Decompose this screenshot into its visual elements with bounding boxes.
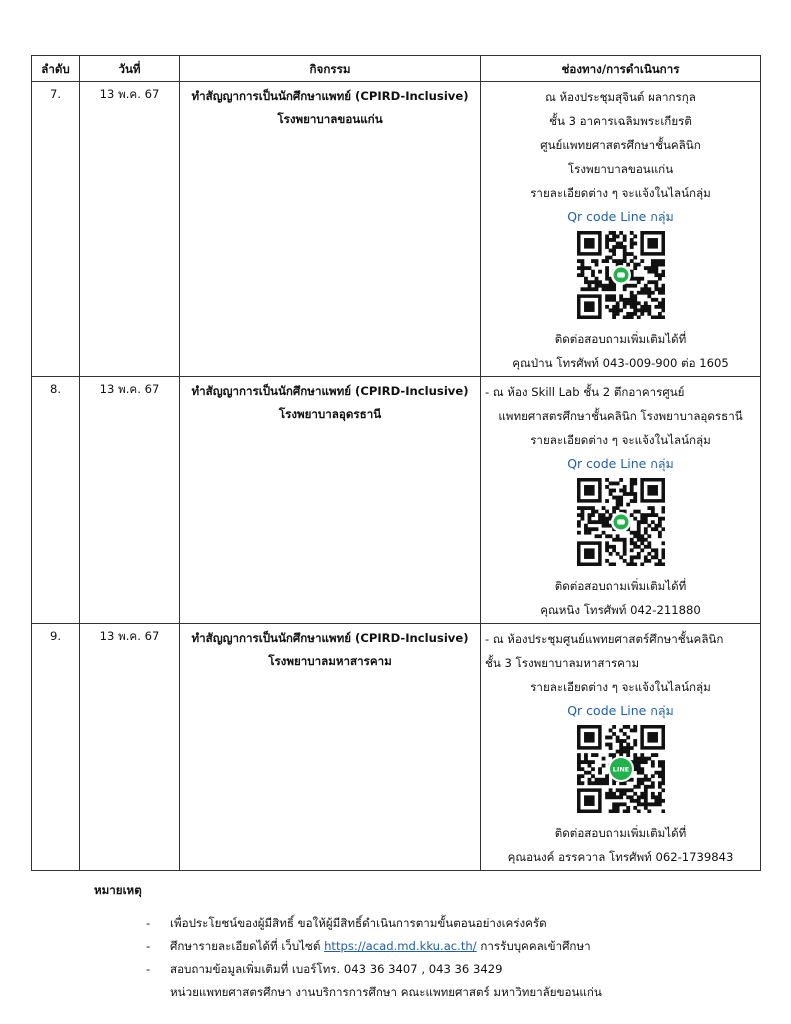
header-date: วันที่ [80,56,180,82]
contact-label: ติดต่อสอบถามเพิ่มเติมได้ที่ [554,826,687,840]
row-channel [481,377,761,624]
contact-label: ติดต่อสอบถามเพิ่มเติมได้ที่ [554,332,687,346]
header-no: ลำดับ [32,56,80,82]
table-row [32,82,761,377]
channel-line: ชั้น 3 โรงพยาบาลมหาสารคาม [485,656,640,670]
notes-title: หมายเหตุ [94,883,142,897]
notes-list [146,912,766,1004]
activity-title: ทำสัญญาการเป็นนักศึกษาแพทย์ (CPIRD-Inclusive) [191,631,469,645]
row-number: 8. [32,377,80,624]
note-text: การรับบุคคลเข้าศึกษา [480,939,591,953]
notes-section [94,878,602,999]
note-text: สอบถามข้อมูลเพิ่มเติมที่ เบอร์โทร. 043 36 3407 , 043 36 3429 [170,962,503,976]
contact-info: คุณป่าน โทรศัพท์ 043-009-900 ต่อ 1605 [512,356,729,370]
qr-code-icon[interactable] [577,725,665,813]
channel-line: รายละเอียดต่าง ๆ จะแจ้งในไลน์กลุ่ม [530,433,711,447]
table-row [32,624,761,871]
table-row [32,377,761,624]
activity-title: ทำสัญญาการเป็นนักศึกษาแพทย์ (CPIRD-Inclusive) [191,384,469,398]
row-number: 7. [32,82,80,377]
list-dash: - [146,939,151,953]
qr-code-icon[interactable] [577,478,665,566]
note-text: ศึกษารายละเอียดได้ที่ เว็บไซต์ [170,939,321,953]
channel-line: - ณ ห้องประชุมศูนย์แพทยศาสตร์ศึกษาชั้นคลินิก [485,632,724,646]
row-date: 13 พ.ค. 67 [80,377,180,624]
row-activity [180,624,481,871]
channel-line: ชั้น 3 อาคารเฉลิมพระเกียรติ [549,114,692,128]
website-link[interactable]: https://acad.md.kku.ac.th/ [324,939,477,953]
note-item [146,981,766,1004]
row-activity [180,82,481,377]
row-activity [180,377,481,624]
row-date: 13 พ.ค. 67 [80,624,180,871]
activity-hospital: โรงพยาบาลมหาสารคาม [268,654,392,668]
row-date: 13 พ.ค. 67 [80,82,180,377]
channel-line: โรงพยาบาลขอนแก่น [567,162,674,176]
table-header-row [32,56,761,82]
activity-hospital: โรงพยาบาลอุดรธานี [278,407,382,421]
contact-info: คุณอนงค์ อรรควาล โทรศัพท์ 062-1739843 [507,850,734,864]
row-channel [481,82,761,377]
row-channel [481,624,761,871]
header-channel: ช่องทาง/การดำเนินการ [481,56,761,82]
header-activity: กิจกรรม [180,56,481,82]
note-text: เพื่อประโยชน์ของผู้มีสิทธิ์ ขอให้ผู้มีสิทธิ์ดำเนินการตามขั้นตอนอย่างเคร่งครัด [170,916,547,930]
note-item [146,912,766,935]
channel-line: รายละเอียดต่าง ๆ จะแจ้งในไลน์กลุ่ม [530,186,711,200]
list-dash: - [146,916,151,930]
list-dash: - [146,962,151,976]
note-item [146,935,766,958]
activity-title: ทำสัญญาการเป็นนักศึกษาแพทย์ (CPIRD-Inclusive) [191,89,469,103]
channel-line: รายละเอียดต่าง ๆ จะแจ้งในไลน์กลุ่ม [530,680,711,694]
channel-line: ณ ห้องประชุมสุจินต์ ผลากรกุล [545,90,696,104]
qr-code-label: Qr code Line กลุ่ม [567,703,674,718]
channel-line: ศูนย์แพทยศาสตรศึกษาชั้นคลินิก [540,138,701,152]
row-number: 9. [32,624,80,871]
activity-hospital: โรงพยาบาลขอนแก่น [277,112,383,126]
line-logo-text: LINE [612,765,629,774]
contact-info: คุณหนิง โทรศัพท์ 042-211880 [540,603,701,617]
channel-line: - ณ ห้อง Skill Lab ชั้น 2 ตึกอาคารศูนย์ [485,385,685,399]
qr-code-icon[interactable] [577,231,665,319]
qr-code-label: Qr code Line กลุ่ม [567,209,674,224]
note-item [146,958,766,981]
note-text: หน่วยแพทยศาสตรศึกษา งานบริการการศึกษา คณะแพทยศาสตร์ มหาวิทยาลัยขอนแก่น [170,985,602,999]
schedule-table [31,55,761,871]
qr-code-label: Qr code Line กลุ่ม [567,456,674,471]
contact-label: ติดต่อสอบถามเพิ่มเติมได้ที่ [554,579,687,593]
channel-line: แพทยศาสตรศึกษาชั้นคลินิก โรงพยาบาลอุดรธานี [498,409,743,423]
